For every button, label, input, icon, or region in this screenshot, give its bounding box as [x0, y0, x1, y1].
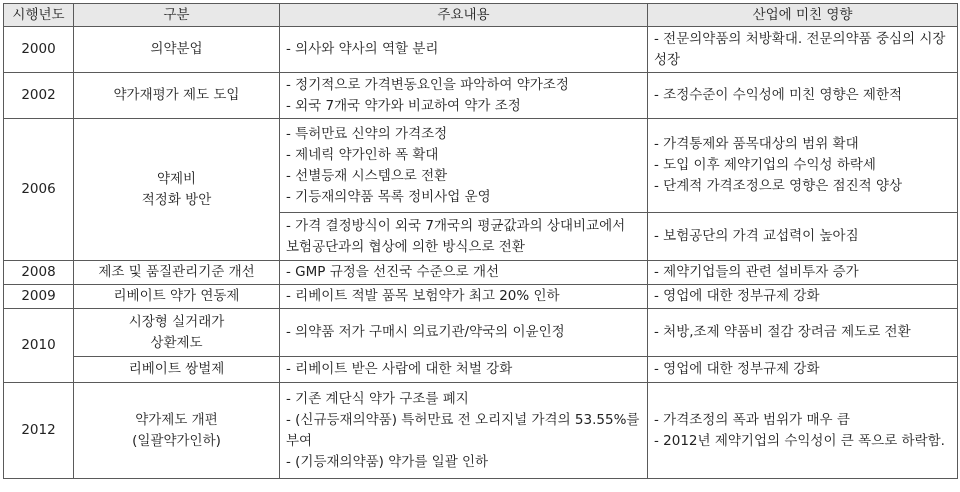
year-cell: 2012: [4, 383, 74, 479]
content-cell: [280, 309, 648, 357]
table-row: [4, 261, 958, 285]
impact-cell: [648, 213, 958, 261]
category-cell: 리베이트 약가 연동제: [74, 285, 280, 309]
category-cell: 의약분업: [74, 27, 280, 73]
impact-cell: [648, 119, 958, 213]
impact-cell: [648, 261, 958, 285]
header-impact: 산업에 미친 영향: [648, 4, 958, 27]
content-line: - 리베이트 적발 품목 보험약가 최고 20% 인하: [286, 288, 560, 304]
content-cell: [280, 73, 648, 119]
impact-line: - 가격조정의 폭과 범위가 매우 큼: [654, 411, 850, 428]
header-year: 시행년도: [4, 4, 74, 27]
impact-text: - 보험공단의 가격 교섭력이 높아짐: [654, 228, 859, 244]
table-row: [4, 73, 958, 119]
impact-line: - 2012년 제약기업의 수익성이 큰 폭으로 하락함.: [654, 432, 945, 449]
impact-cell: [648, 309, 958, 357]
impact-cell: [648, 27, 958, 73]
content-line: - 특허만료 신약의 가격조정: [286, 125, 448, 142]
table-row: [4, 383, 958, 479]
impact-cell: [648, 73, 958, 119]
category-line: (일괄약가인하): [132, 432, 221, 449]
content-line: - 리베이트 받은 사람에 대한 처벌 강화: [286, 361, 513, 377]
category-line: 약제비: [156, 170, 197, 187]
category-cell: [74, 383, 280, 479]
impact-text: - 영업에 대한 정부규제 강화: [654, 361, 820, 377]
content-line: - 제네릭 약가인하 폭 확대: [286, 146, 439, 163]
year-cell: 2006: [4, 119, 74, 261]
content-cell: [280, 119, 648, 213]
content-text: - 가격 결정방식이 외국 7개국의 평균값과의 상대비교에서 보험공단과의 협상에 의한 방식으로 전환: [286, 217, 626, 255]
impact-text: - 전문의약품의 처방확대. 전문의약품 중심의 시장성장: [654, 30, 946, 68]
impact-text: - 영업에 대한 정부규제 강화: [654, 288, 820, 304]
impact-line: - 가격통제와 품목대상의 범위 확대: [654, 136, 859, 152]
content-cell: [280, 261, 648, 285]
content-line: - (신규등재의약품) 특허만료 전 오리지널 가격의 53.55%를 부여: [286, 411, 640, 449]
content-line: - 의사와 약사의 역할 분리: [286, 41, 439, 57]
category-cell: 제조 및 품질관리기준 개선: [74, 261, 280, 285]
year-cell: 2008: [4, 261, 74, 285]
policy-table: [3, 3, 958, 479]
header-row: [4, 4, 958, 27]
table-row: [4, 285, 958, 309]
impact-text: - 조정수준이 수익성에 미친 영향은 제한적: [654, 87, 903, 103]
year-cell: 2009: [4, 285, 74, 309]
impact-text: - 처방,조제 약품비 절감 장려금 제도로 전환: [654, 324, 911, 340]
content-cell: [280, 285, 648, 309]
table-row: [4, 27, 958, 73]
impact-line: - 단계적 가격조정으로 영향은 점진적 양상: [654, 178, 903, 194]
content-line: - 선별등재 시스템으로 전환: [286, 167, 448, 184]
content-line: - GMP 규정을 선진국 수준으로 개선: [286, 264, 500, 280]
content-line: - 외국 7개국 약가와 비교하여 약가 조정: [286, 97, 521, 114]
impact-text: - 제약기업들의 관련 설비투자 증가: [654, 264, 859, 280]
content-cell: [280, 213, 648, 261]
content-line: - 의약품 저가 구매시 의료기관/약국의 이윤인정: [286, 324, 565, 340]
category-line: 시장형 실거래가: [128, 313, 225, 330]
impact-line: - 도입 이후 제약기업의 수익성 하락세: [654, 157, 876, 173]
table-row: [4, 357, 958, 383]
category-line: 상환제도: [150, 334, 203, 351]
category-cell: [74, 119, 280, 261]
category-cell: 리베이트 쌍벌제: [74, 357, 280, 383]
impact-cell: [648, 383, 958, 479]
year-cell: 2002: [4, 73, 74, 119]
category-cell: 약가재평가 제도 도입: [74, 73, 280, 119]
impact-cell: [648, 357, 958, 383]
content-line: - (기등재의약품) 약가를 일괄 인하: [286, 453, 489, 470]
year-cell: 2010: [4, 309, 74, 383]
header-content: 주요내용: [280, 4, 648, 27]
content-line: - 기등재의약품 목록 정비사업 운영: [286, 188, 491, 205]
category-line: 약가제도 개편: [135, 411, 218, 428]
content-line: - 기존 계단식 약가 구조를 폐지: [286, 390, 469, 407]
category-cell: [74, 309, 280, 357]
table-row: [4, 309, 958, 357]
content-cell: [280, 27, 648, 73]
header-category: 구분: [74, 4, 280, 27]
content-cell: [280, 383, 648, 479]
impact-cell: [648, 285, 958, 309]
content-cell: [280, 357, 648, 383]
table-row: [4, 119, 958, 213]
content-line: - 정기적으로 가격변동요인을 파악하여 약가조정: [286, 76, 569, 93]
year-cell: 2000: [4, 27, 74, 73]
category-line: 적정화 방안: [141, 191, 212, 208]
